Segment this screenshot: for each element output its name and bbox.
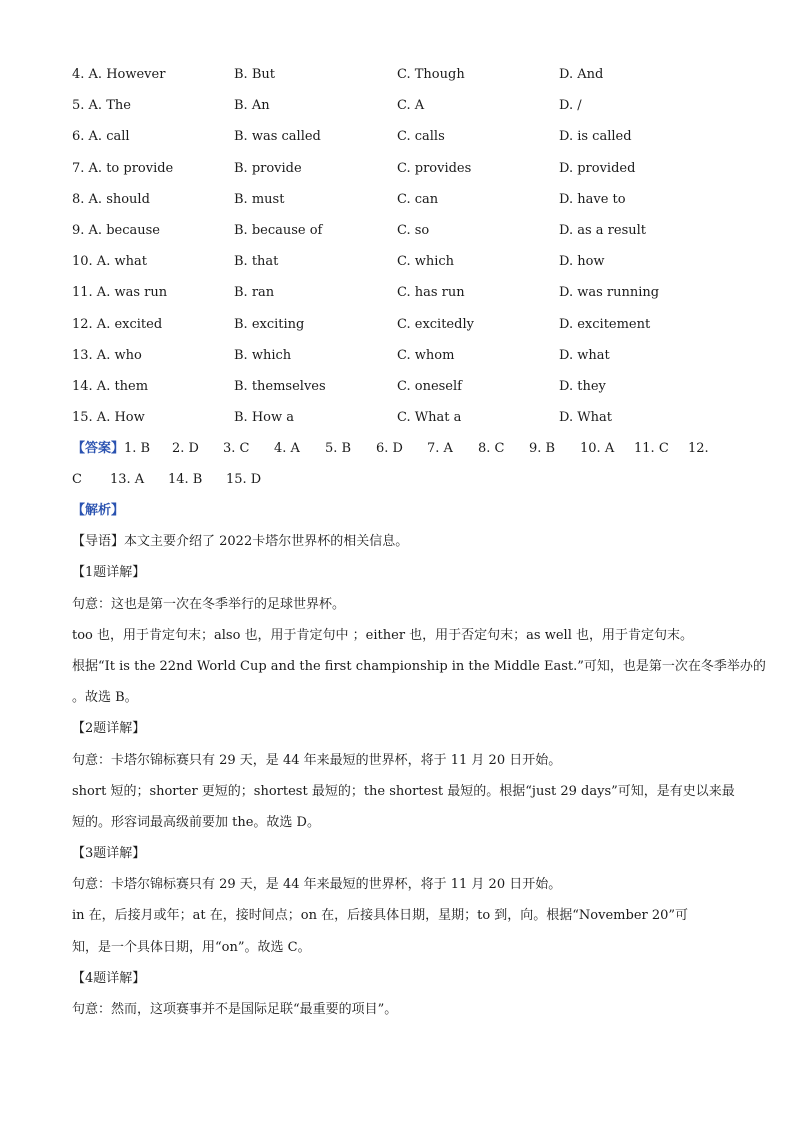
option-cell: D. And <box>559 67 604 82</box>
option-cell: C. oneself <box>397 378 462 394</box>
option-cell: B. exciting <box>234 316 305 332</box>
option-cell: 5. A. The <box>72 98 131 114</box>
answer-item: 3. C <box>223 441 250 456</box>
option-cell: C. Though <box>397 67 465 82</box>
answer-item: 4. A <box>274 441 300 456</box>
text-line: 。故选 B。 <box>72 690 138 706</box>
text-line: 句意：卡塔尔锦标赛只有 29 天，是 44 年来最短的世界杯，将于 11 月 20 日开始。 <box>72 752 562 768</box>
option-cell: B. which <box>234 347 292 363</box>
answer-item: C <box>72 472 82 487</box>
answers-block <box>72 440 732 502</box>
option-cell: 6. A. call <box>72 129 130 145</box>
option-cell: C. which <box>397 254 455 270</box>
options-table <box>72 66 732 440</box>
analysis-body <box>72 502 766 1032</box>
option-row <box>72 253 732 284</box>
option-cell: 10. A. what <box>72 254 147 270</box>
option-cell: D. how <box>559 254 605 270</box>
text-line: 句意：卡塔尔锦标赛只有 29 天，是 44 年来最短的世界杯，将于 11 月 20 日开始。 <box>72 877 562 893</box>
option-cell: 7. A. to provide <box>72 160 174 176</box>
option-cell: D. / <box>559 98 582 114</box>
option-cell: B. must <box>234 191 285 207</box>
answer-item: 7. A <box>427 441 453 456</box>
answer-item: 6. D <box>376 441 403 456</box>
option-cell: C. has run <box>397 285 465 301</box>
answer-tag: 【答案】 <box>72 441 125 456</box>
option-cell: D. as a result <box>559 222 646 238</box>
option-row <box>72 222 732 253</box>
option-row <box>72 66 732 97</box>
option-cell: D. what <box>559 347 610 363</box>
answer-item: 1. B <box>124 441 151 456</box>
option-cell: D. provided <box>559 160 636 176</box>
option-cell: D. excitement <box>559 316 651 332</box>
option-cell: B. was called <box>234 129 321 145</box>
answer-item: 12. <box>688 441 709 456</box>
option-cell: 9. A. because <box>72 222 160 238</box>
option-row <box>72 378 732 409</box>
option-row <box>72 191 732 222</box>
text-line: too 也，用于肯定句末；also 也，用于肯定句中 ；either 也，用于否定句末；as well 也，用于肯定句末。 <box>72 627 693 643</box>
section-heading: 【1题详解】 <box>72 565 146 581</box>
option-cell: 15. A. How <box>72 410 145 426</box>
option-row <box>72 347 732 378</box>
text-line: in 在，后接月或年；at 在，接时间点；on 在，后接具体日期，星期；to 到，向。根据“November 20”可 <box>72 908 689 924</box>
option-cell: B. provide <box>234 160 302 176</box>
text-line: 根据“It is the 22nd World Cup and the first championship in the Middle East.”可知，也是第一次在冬季举办的 <box>72 658 766 674</box>
text-line: 知，是一个具体日期，用“on”。故选 C。 <box>72 939 311 955</box>
option-cell: B. An <box>234 98 270 114</box>
answer-item: 9. B <box>529 441 556 456</box>
option-cell: B. because of <box>234 222 323 238</box>
option-cell: C. can <box>397 191 439 207</box>
answers-line-1 <box>72 440 732 471</box>
option-cell: 14. A. them <box>72 378 149 394</box>
option-cell: D. they <box>559 378 606 394</box>
option-cell: D. is called <box>559 129 632 145</box>
answer-item: 10. A <box>580 441 615 456</box>
section-heading: 【3题详解】 <box>72 846 146 862</box>
option-cell: 11. A. was run <box>72 285 168 301</box>
answer-item: 15. D <box>226 472 262 487</box>
option-cell: B. ran <box>234 285 275 301</box>
option-cell: B. How a <box>234 410 294 426</box>
option-row <box>72 128 732 159</box>
text-line: short 短的；shorter 更短的；shortest 最短的；the shortest 最短的。根据“just 29 days”可知，是有史以来最 <box>72 783 735 799</box>
text-line: 句意：这也是第一次在冬季举行的足球世界杯。 <box>72 596 346 612</box>
answer-item: 2. D <box>172 441 199 456</box>
section-heading: 【导语】本文主要介绍了 2022卡塔尔世界杯的相关信息。 <box>72 534 409 550</box>
option-cell: D. have to <box>559 191 626 207</box>
answer-item: 14. B <box>168 472 203 487</box>
option-cell: C. so <box>397 222 430 238</box>
option-cell: D. was running <box>559 285 660 301</box>
option-cell: C. whom <box>397 347 455 363</box>
option-cell: 4. A. However <box>72 67 166 82</box>
option-cell: C. calls <box>397 129 445 145</box>
option-cell: C. What a <box>397 410 462 426</box>
answer-item: 5. B <box>325 441 352 456</box>
section-heading: 【2题详解】 <box>72 721 146 737</box>
answer-item: 8. C <box>478 441 505 456</box>
answer-item: 11. C <box>634 441 669 456</box>
option-row <box>72 160 732 191</box>
option-row <box>72 409 732 440</box>
option-row <box>72 284 732 315</box>
answers-line-2 <box>72 471 732 502</box>
answer-item: 13. A <box>110 472 145 487</box>
option-row <box>72 97 732 128</box>
section-heading: 【4题详解】 <box>72 970 146 986</box>
option-cell: 12. A. excited <box>72 316 163 332</box>
option-cell: C. A <box>397 98 425 114</box>
option-cell: 13. A. who <box>72 347 142 363</box>
option-cell: D. What <box>559 410 612 426</box>
text-line: 短的。形容词最高级前要加 the。故选 D。 <box>72 814 320 830</box>
option-cell: B. that <box>234 254 279 270</box>
option-cell: B. But <box>234 67 275 82</box>
text-line: 句意：然而，这项赛事并不是国际足联“最重要的项目”。 <box>72 1002 398 1017</box>
option-row <box>72 316 732 347</box>
option-cell: C. provides <box>397 160 472 176</box>
analysis-tag: 【解析】 <box>72 503 125 518</box>
option-cell: 8. A. should <box>72 191 150 207</box>
option-cell: C. excitedly <box>397 316 474 332</box>
option-cell: B. themselves <box>234 378 326 394</box>
